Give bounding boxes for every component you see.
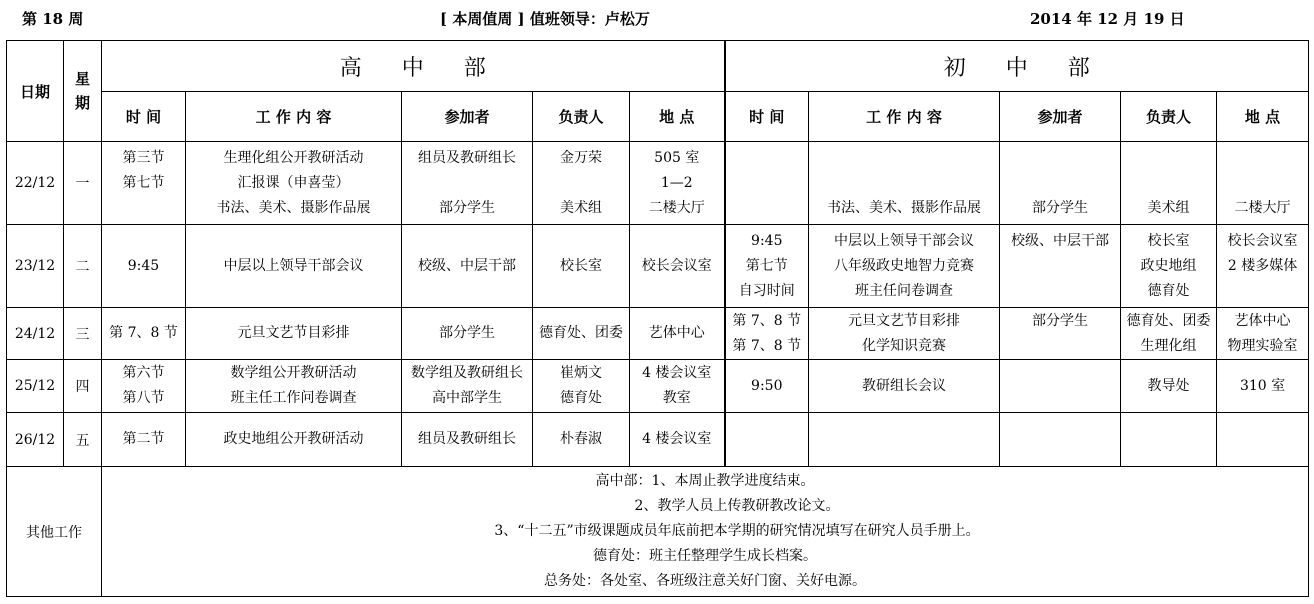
senior-location-cell [630,142,725,225]
senior-department-title: 高中部 [102,41,725,92]
senior-owner-line: 金万荣 [560,149,602,166]
junior-time-cell [725,142,809,225]
junior-time-cell [725,360,809,413]
junior-owner-line [1121,146,1216,171]
row-date: 26/12 [7,413,64,467]
junior-participants-line [1000,334,1120,359]
weekday-column-header [64,41,102,142]
junior-content-line: 化学知识竞赛 [862,337,947,354]
junior-content-line: 八年级政史地智力竞赛 [834,257,975,274]
senior-owner-line: 美术组 [560,199,602,216]
junior-location-cell [1217,360,1309,413]
senior-participants-line: 数学组及教研组长 [411,365,523,381]
senior-owner-cell [533,142,630,225]
row-weekday: 三 [64,308,102,360]
junior-owner-cell [1121,413,1217,467]
other-work-label: 其他工作 [7,467,102,597]
junior-content-cell [809,413,1000,467]
senior-location-cell [630,225,725,308]
row-weekday: 一 [64,142,102,225]
junior-owner-cell [1121,308,1217,360]
row-date: 22/12 [7,142,64,225]
junior-location-cell [1217,308,1309,360]
junior-content-line [809,171,999,196]
junior-owner-line [1121,171,1216,196]
junior-time-line [726,146,809,171]
senior-time-cell [102,413,186,467]
senior-content-line: 数学组公开教研活动 [230,365,357,381]
junior-department-title: 初中部 [725,41,1309,92]
junior-location-header: 地 点 [1217,92,1309,142]
other-work-line: 高中部：1、本周止教学进度结束。 [595,473,815,489]
senior-location-line: 505 室 [654,149,700,166]
junior-participants-line [1000,146,1120,171]
senior-participants-line: 校级、中层干部 [418,257,516,274]
schedule-row [7,225,1309,308]
junior-participants-line: 部分学生 [1032,199,1089,216]
senior-time-line: 第三节 [122,149,165,166]
junior-owner-cell [1121,360,1217,413]
senior-owner-cell [533,360,630,413]
senior-owner-line: 德育处 [560,390,602,406]
schedule-row [7,413,1309,467]
senior-content-line: 生理化组公开教研活动 [223,149,364,166]
junior-time-cell [725,225,809,308]
senior-participants-cell [402,142,533,225]
senior-participants-line: 组员及教研组长 [418,149,516,166]
junior-location-line: 二楼大厅 [1234,199,1291,216]
junior-location-line: 2 楼多媒体 [1227,257,1298,274]
senior-location-line: 艺体中心 [648,325,705,341]
junior-owner-line: 生理化组 [1140,337,1197,354]
schedule-date: 2014 年 12 月 19 日 [1030,10,1185,28]
senior-content-cell [186,308,402,360]
junior-owner-line: 德育处 [1147,282,1190,299]
junior-location-line [1217,146,1308,171]
schedule-row [7,308,1309,360]
senior-time-line [102,196,185,221]
senior-participants-line: 部分学生 [439,199,495,216]
junior-time-cell [725,308,809,360]
senior-participants-line: 高中部学生 [432,390,502,406]
junior-content-line: 班主任问卷调查 [855,282,954,299]
junior-participants-line [1000,427,1120,452]
row-date: 25/12 [7,360,64,413]
other-work-line: 德育处：班主任整理学生成长档案。 [593,548,818,564]
junior-owner-line [1121,427,1216,452]
senior-owner-cell [533,308,630,360]
weekly-schedule-table [6,40,1309,597]
other-work-notes [102,467,1309,597]
senior-location-line: 4 楼会议室 [642,431,712,447]
senior-owner-header: 负责人 [533,92,630,142]
other-work-line: 3、“十二五”市级课题成员年底前把本学期的研究情况填写在研究人员手册上。 [494,523,980,539]
junior-time-line: 9:50 [751,377,783,394]
senior-participants-cell [402,308,533,360]
junior-location-line: 艺体中心 [1234,312,1291,329]
schedule-row [7,142,1309,225]
senior-time-cell [102,142,186,225]
junior-owner-line: 校长室 [1147,232,1190,249]
junior-content-line: 中层以上领导干部会议 [834,232,975,249]
senior-location-cell [630,360,725,413]
other-work-line: 2、教学人员上传教研教改论文。 [634,498,840,514]
senior-owner-line: 朴春淑 [560,431,602,447]
schedule-row [7,360,1309,413]
senior-content-line: 汇报课（申喜莹） [237,174,350,191]
junior-owner-line: 政史地组 [1140,257,1197,274]
senior-owner-line: 校长室 [560,257,602,274]
senior-participants-cell [402,360,533,413]
senior-content-line: 书法、美术、摄影作品展 [216,199,371,216]
junior-participants-cell [1000,225,1121,308]
row-weekday: 五 [64,413,102,467]
row-weekday: 四 [64,360,102,413]
junior-participants-line [1000,171,1120,196]
column-header-row [7,92,1309,142]
junior-time-line [726,171,809,196]
senior-owner-line: 崔炳文 [560,365,602,381]
senior-time-line: 9:45 [127,257,160,274]
junior-location-cell [1217,142,1309,225]
junior-time-line [726,427,809,452]
week-number: 第 18 周 [22,10,84,28]
junior-location-cell [1217,225,1309,308]
junior-content-line: 教研组长会议 [862,377,947,394]
junior-time-line: 第 7、8 节 [732,312,802,329]
department-header-row [7,41,1309,92]
row-date: 23/12 [7,225,64,308]
junior-location-line [1217,427,1308,452]
junior-content-line: 书法、美术、摄影作品展 [827,199,982,216]
senior-time-line: 第 7、8 节 [109,325,178,341]
junior-content-line [809,146,999,171]
junior-participants-line: 部分学生 [1032,312,1089,329]
junior-time-cell [725,413,809,467]
senior-time-line: 第六节 [122,365,165,381]
junior-owner-line: 美术组 [1147,199,1190,216]
senior-content-cell [186,360,402,413]
junior-content-cell [809,225,1000,308]
senior-time-cell [102,308,186,360]
junior-participants-line [1000,374,1120,399]
junior-time-line: 第 7、8 节 [732,337,802,354]
senior-content-cell [186,413,402,467]
junior-content-line [809,427,999,452]
junior-participants-cell [1000,413,1121,467]
senior-time-cell [102,360,186,413]
junior-location-line [1217,279,1308,304]
senior-participants-header: 参加者 [402,92,533,142]
row-date: 24/12 [7,308,64,360]
senior-participants-cell [402,413,533,467]
junior-location-line: 310 室 [1239,377,1286,394]
junior-participants-line [1000,279,1120,304]
junior-owner-cell [1121,142,1217,225]
junior-content-cell [809,308,1000,360]
senior-content-line: 班主任工作问卷调查 [230,390,357,406]
senior-participants-line: 组员及教研组长 [418,431,516,447]
other-work-line: 总务处：各处室、各班级注意关好门窗、关好电源。 [544,573,867,589]
senior-participants-cell [402,225,533,308]
junior-owner-header: 负责人 [1121,92,1217,142]
junior-owner-cell [1121,225,1217,308]
senior-content-cell [186,225,402,308]
senior-content-cell [186,142,402,225]
junior-owner-line: 教导处 [1147,377,1190,394]
senior-content-header: 工 作 内 容 [186,92,402,142]
senior-content-line: 政史地组公开教研活动 [223,431,364,447]
junior-time-line: 第七节 [745,257,788,274]
senior-location-line: 教室 [662,390,691,406]
senior-location-cell [630,308,725,360]
junior-time-line: 9:45 [751,232,783,249]
senior-location-line: 1—2 [660,174,693,191]
junior-content-line: 元旦文艺节目彩排 [848,312,961,329]
senior-content-line: 元旦文艺节目彩排 [237,325,350,341]
junior-time-header: 时 间 [725,92,809,142]
junior-location-line: 校长会议室 [1227,232,1298,249]
junior-time-line [726,196,809,221]
junior-location-cell [1217,413,1309,467]
junior-participants-line: 校级、中层干部 [1011,232,1110,249]
senior-participants-line: 部分学生 [439,325,495,341]
junior-location-line: 物理实验室 [1227,337,1298,354]
senior-owner-line [533,171,629,196]
junior-owner-line: 德育处、团委 [1126,312,1211,329]
junior-time-line: 自习时间 [738,282,795,299]
row-weekday: 二 [64,225,102,308]
other-work-row [7,467,1309,597]
weekday-header-char-2: 期 [74,94,90,112]
senior-participants-line [402,171,532,196]
senior-owner-cell [533,225,630,308]
junior-participants-cell [1000,308,1121,360]
junior-location-line [1217,171,1308,196]
senior-location-header: 地 点 [630,92,725,142]
senior-time-line: 第七节 [122,174,165,191]
senior-time-line: 第八节 [122,390,165,406]
junior-participants-header: 参加者 [1000,92,1121,142]
duty-leader: [ 本周值周 ] 值班领导：卢松万 [440,10,650,28]
date-column-header: 日期 [7,41,64,142]
junior-participants-cell [1000,360,1121,413]
senior-location-cell [630,413,725,467]
senior-content-line: 中层以上领导干部会议 [223,257,364,274]
senior-time-line: 第二节 [122,431,165,447]
weekday-header-char-1: 星 [74,70,90,88]
senior-time-cell [102,225,186,308]
junior-content-header: 工 作 内 容 [809,92,1000,142]
senior-owner-cell [533,413,630,467]
junior-participants-line [1000,254,1120,279]
senior-location-line: 4 楼会议室 [642,365,712,381]
senior-time-header: 时 间 [102,92,186,142]
junior-participants-cell [1000,142,1121,225]
senior-location-line: 二楼大厅 [648,199,705,216]
senior-location-line: 校长会议室 [641,257,712,274]
junior-content-cell [809,360,1000,413]
junior-content-cell [809,142,1000,225]
senior-owner-line: 德育处、团委 [539,325,623,341]
